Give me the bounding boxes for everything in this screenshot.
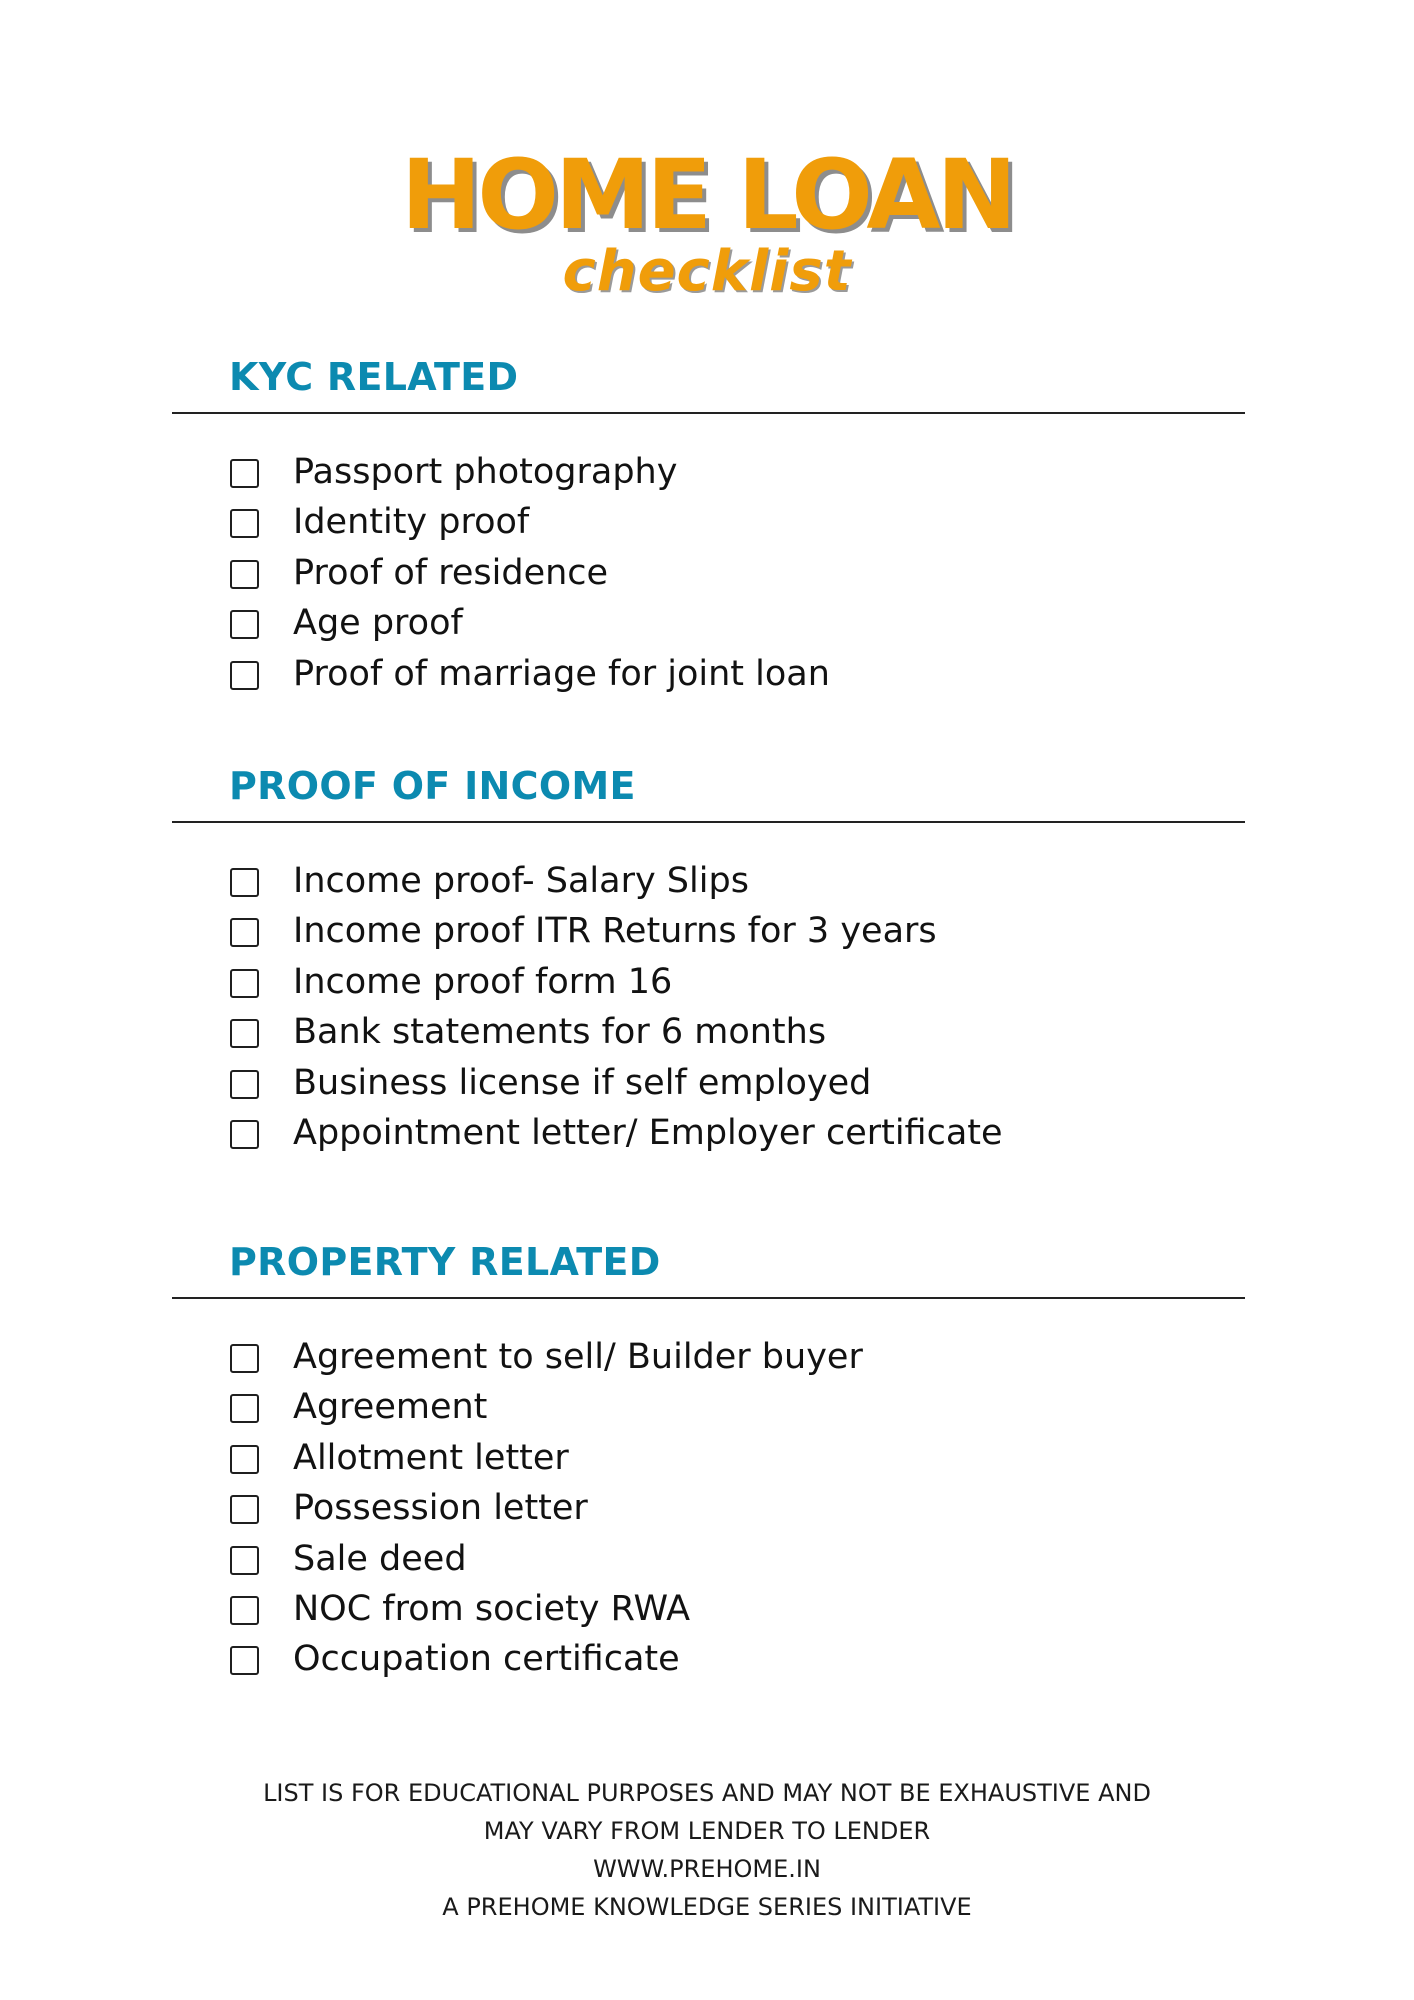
checkbox[interactable] [230, 1394, 259, 1423]
checklist-item-label: Passport photography [293, 452, 678, 492]
checkbox[interactable] [230, 918, 259, 947]
checklist-item-label: Business license if self employed [293, 1062, 872, 1103]
checklist-item-label: Age proof [293, 603, 463, 644]
section-divider [172, 412, 1245, 414]
checklist-item-label: Income proof form 16 [293, 961, 673, 1002]
footer-line: LIST IS FOR EDUCATIONAL PURPOSES AND MAY NOT BE EXHAUSTIVE AND [263, 1779, 1151, 1807]
footer-website-link[interactable]: WWW.PREHOME.IN [593, 1855, 821, 1883]
page-title: HOME LOAN [401, 139, 1013, 251]
checklist-item[interactable] [0, 1634, 1414, 1684]
checklist-item[interactable] [0, 1058, 1414, 1108]
footer-disclaimer [0, 1774, 1414, 1926]
checklist-property [0, 1332, 1414, 1685]
checklist-item[interactable] [0, 1483, 1414, 1533]
checklist-item-label: Agreement to sell/ Builder buyer [293, 1337, 863, 1377]
footer-line: MAY VARY FROM LENDER TO LENDER [483, 1817, 931, 1845]
checklist-item-label: Bank statements for 6 months [293, 1012, 827, 1053]
section-divider [172, 821, 1245, 823]
checklist-item-label: Allotment letter [293, 1437, 569, 1478]
checkbox[interactable] [230, 1019, 259, 1048]
checklist-item-label: Income proof- Salary Slips [293, 861, 749, 901]
checkbox[interactable] [230, 560, 259, 589]
checkbox[interactable] [230, 1120, 259, 1149]
checklist-item[interactable] [0, 497, 1414, 547]
checklist-item-label: Agreement [293, 1387, 488, 1428]
checklist-item-label: Proof of marriage for joint loan [293, 653, 830, 694]
checklist-item[interactable] [0, 957, 1414, 1007]
checklist-item[interactable] [0, 1433, 1414, 1483]
checkbox[interactable] [230, 969, 259, 998]
checklist-item[interactable] [0, 906, 1414, 956]
footer-line: A PREHOME KNOWLEDGE SERIES INITIATIVE [442, 1893, 972, 1921]
checkbox[interactable] [230, 610, 259, 639]
checkbox[interactable] [230, 1344, 259, 1373]
checklist-item-label: Sale deed [293, 1538, 467, 1579]
checklist-item-label: Occupation certificate [293, 1639, 680, 1680]
checklist-item-label: Income proof ITR Returns for 3 years [293, 911, 937, 952]
page-subtitle: checklist [562, 239, 852, 304]
checkbox[interactable] [230, 1596, 259, 1625]
checklist-item-label: Possession letter [293, 1488, 588, 1529]
checkbox[interactable] [230, 661, 259, 690]
checkbox[interactable] [230, 1445, 259, 1474]
section-title-kyc: KYC RELATED [229, 355, 519, 399]
checkbox[interactable] [230, 459, 259, 488]
checklist-item[interactable] [0, 598, 1414, 648]
checkbox[interactable] [230, 868, 259, 897]
checklist-item[interactable] [0, 649, 1414, 699]
checklist-item[interactable] [0, 1382, 1414, 1432]
section-divider [172, 1297, 1245, 1299]
checkbox[interactable] [230, 1646, 259, 1675]
checklist-item[interactable] [0, 1584, 1414, 1634]
checklist-item[interactable] [0, 1007, 1414, 1057]
checklist-item-label: Appointment letter/ Employer certificate [293, 1112, 1003, 1153]
checkbox[interactable] [230, 1070, 259, 1099]
checklist-item[interactable] [0, 447, 1414, 497]
section-title-income: PROOF OF INCOME [229, 764, 636, 808]
checklist-item[interactable] [0, 1534, 1414, 1584]
checklist-item[interactable] [0, 856, 1414, 906]
checklist-item[interactable] [0, 1332, 1414, 1382]
checklist-item-label: Identity proof [293, 502, 530, 543]
checklist-item[interactable] [0, 1108, 1414, 1158]
checklist-item-label: Proof of residence [293, 552, 609, 593]
checkbox[interactable] [230, 1546, 259, 1575]
checklist-kyc [0, 447, 1414, 699]
section-title-property: PROPERTY RELATED [229, 1240, 661, 1284]
checklist-item-label: NOC from society RWA [293, 1588, 691, 1629]
checklist-item[interactable] [0, 548, 1414, 598]
checkbox[interactable] [230, 1495, 259, 1524]
checkbox[interactable] [230, 509, 259, 538]
checklist-income [0, 856, 1414, 1158]
